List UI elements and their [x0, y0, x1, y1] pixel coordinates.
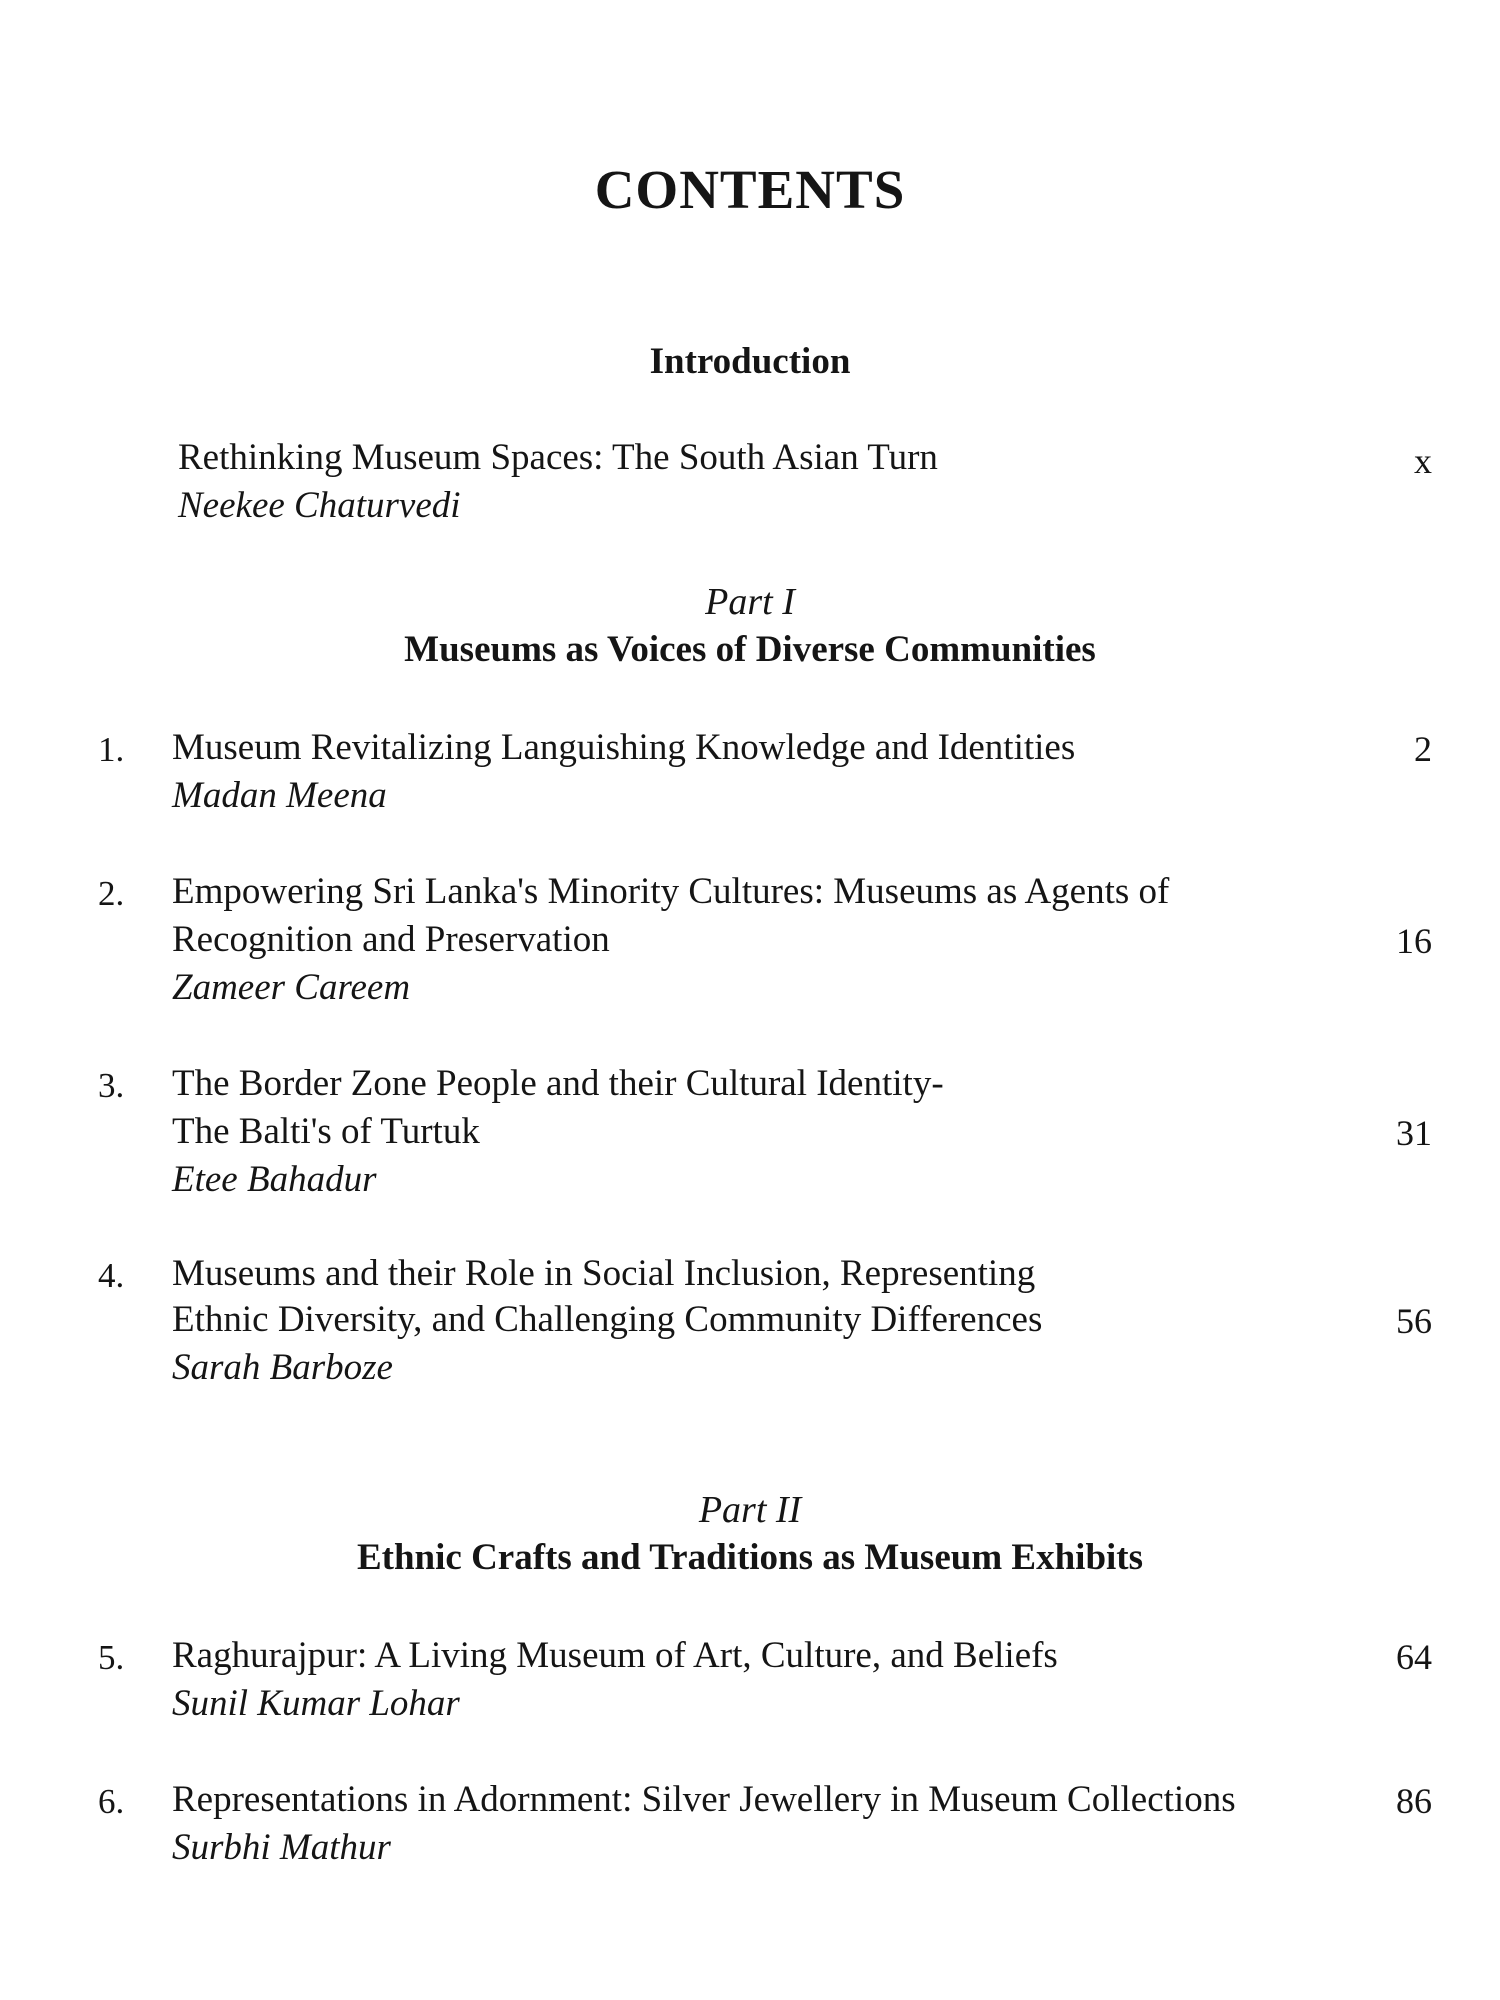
chapter-author: Madan Meena	[172, 775, 387, 816]
chapter-number: 1.	[98, 730, 125, 769]
chapter-page: 2	[1414, 729, 1432, 769]
chapter-author: Sarah Barboze	[172, 1347, 393, 1388]
chapter-page: 31	[1396, 1113, 1432, 1153]
part-1-label: Part I	[705, 581, 795, 623]
chapter-author: Sunil Kumar Lohar	[172, 1683, 460, 1724]
chapter-author: Zameer Careem	[172, 967, 411, 1008]
chapter-title-line: Representations in Adornment: Silver Jewellery in Museum Collections	[172, 1779, 1236, 1820]
chapter-title-line: Raghurajpur: A Living Museum of Art, Culture, and Beliefs	[172, 1635, 1058, 1676]
chapter-title-line: The Balti's of Turtuk	[172, 1111, 480, 1152]
chapter-title-line: Museum Revitalizing Languishing Knowledge and Identities	[172, 727, 1076, 768]
part-2-title: Ethnic Crafts and Traditions as Museum Exhibits	[356, 1537, 1144, 1578]
chapter-number: 6.	[98, 1782, 125, 1821]
introduction-heading: Introduction	[649, 341, 851, 382]
page-title: CONTENTS	[594, 159, 906, 220]
chapter-page: 64	[1396, 1637, 1432, 1677]
chapter-title-line: The Border Zone People and their Cultural Identity-	[172, 1063, 944, 1104]
introduction-title: Rethinking Museum Spaces: The South Asian Turn	[178, 437, 938, 478]
chapter-title-line: Recognition and Preservation	[172, 919, 610, 960]
chapter-number: 2.	[98, 874, 125, 913]
chapter-page: 16	[1396, 921, 1432, 961]
chapter-number: 3.	[98, 1066, 125, 1105]
chapter-title-line: Ethnic Diversity, and Challenging Community Differences	[172, 1299, 1043, 1340]
chapter-number: 4.	[98, 1256, 125, 1295]
chapter-author: Surbhi Mathur	[172, 1827, 391, 1868]
chapter-number: 5.	[98, 1638, 125, 1677]
part-2-label: Part II	[698, 1489, 802, 1531]
chapter-author: Etee Bahadur	[172, 1159, 377, 1200]
part-1-title: Museums as Voices of Diverse Communities	[404, 629, 1096, 670]
chapter-page: 86	[1396, 1781, 1432, 1821]
introduction-author: Neekee Chaturvedi	[178, 485, 461, 526]
chapter-title-line: Empowering Sri Lanka's Minority Cultures: Museums as Agents of	[172, 871, 1170, 912]
chapter-page: 56	[1396, 1301, 1432, 1341]
introduction-page: x	[1414, 441, 1432, 481]
chapter-title-line: Museums and their Role in Social Inclusion, Representing	[172, 1253, 1036, 1294]
